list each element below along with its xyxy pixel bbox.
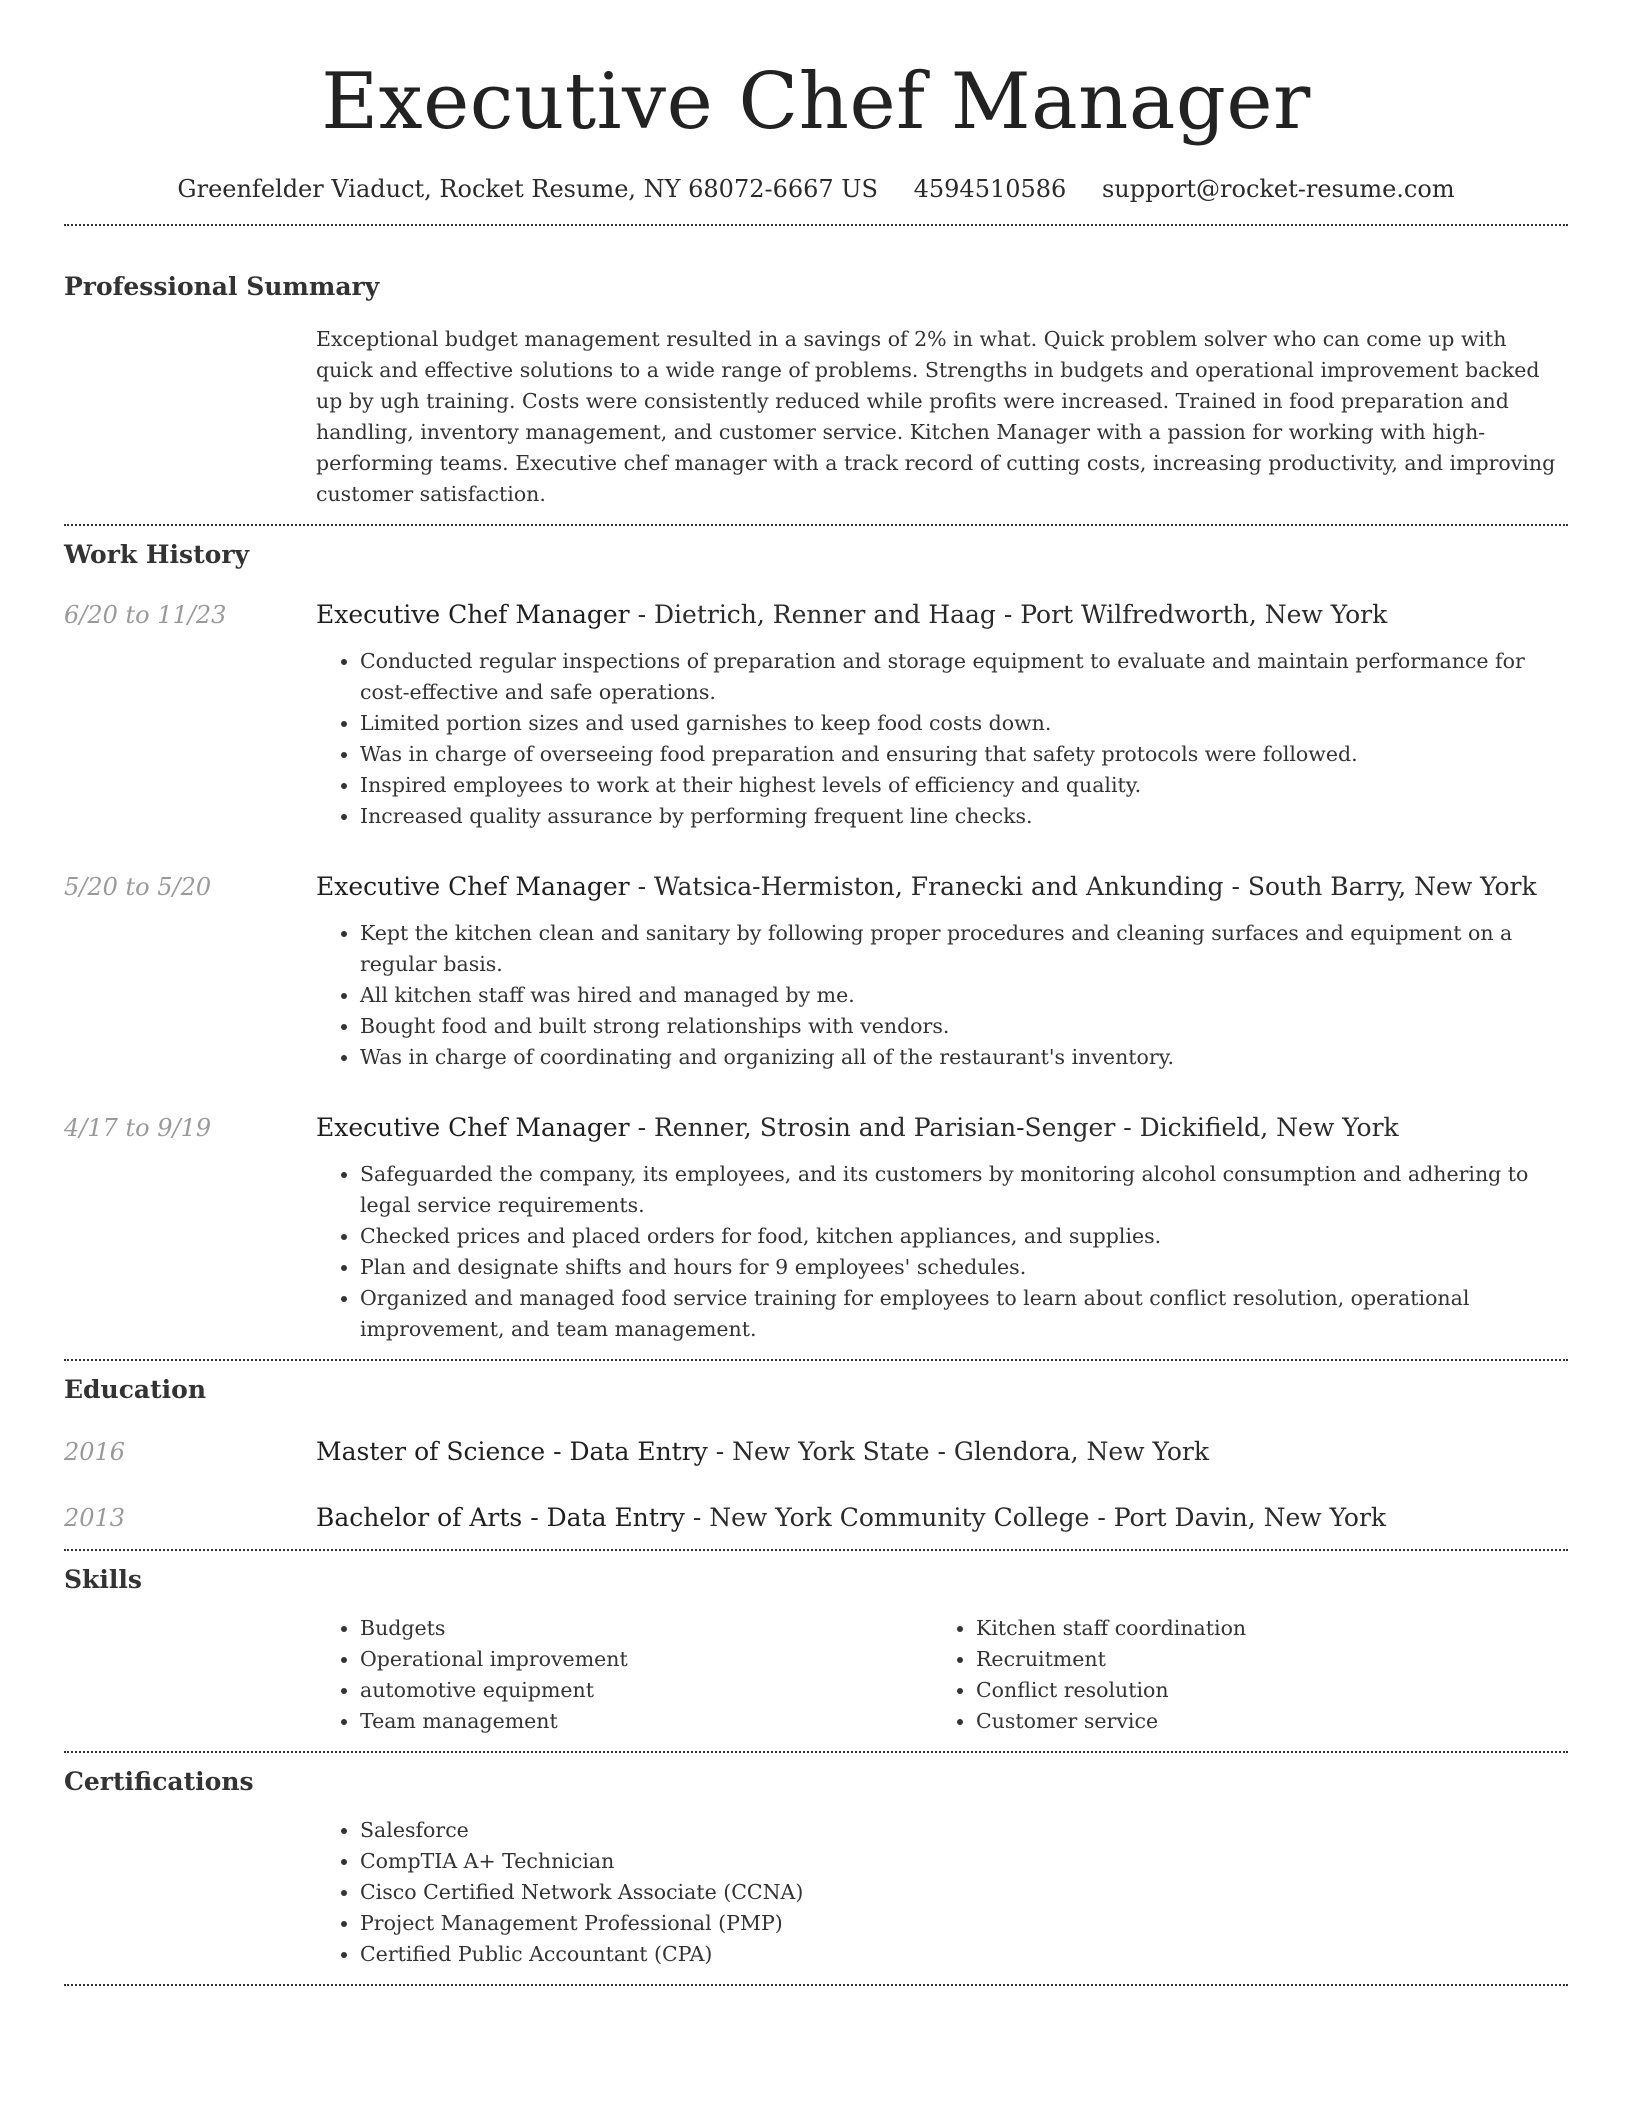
list-item: • Safeguarded the company, its employees, and its customers by monitoring alcohol consumption and adhering to legal service requirements. <box>360 1159 1568 1221</box>
education-details: - New York Community College - Port Davin, New York <box>684 1503 1387 1532</box>
resume-page <box>64 0 1568 1986</box>
certifications-divider <box>64 1984 1568 1986</box>
skills-column-right <box>932 1613 1548 1737</box>
work-entry <box>64 870 1568 1073</box>
skills-divider <box>64 1751 1568 1753</box>
education-heading <box>316 1501 1568 1535</box>
list-item: • Cisco Certified Network Associate (CCNA) <box>360 1877 1568 1908</box>
education-entries <box>64 1435 1568 1535</box>
work-entry-body <box>316 1111 1568 1345</box>
list-item: • Bought food and built strong relationships with vendors. <box>360 1011 1568 1042</box>
list-item: • Conflict resolution <box>976 1675 1548 1706</box>
candidate-name: Executive Chef Manager <box>321 57 1311 147</box>
list-item: • Inspired employees to work at their highest levels of efficiency and quality. <box>360 770 1568 801</box>
work-history-section <box>64 538 1568 1345</box>
summary-text: Exceptional budget management resulted in a savings of 2% in what. Quick problem solver who can come up with quick and effective solutions to a wide range of problems. Strengths in budgets and operational improvement backed up by ugh training. Costs were consistently reduced while profits were increased. Trained in food preparation and handling, inventory management, and customer service. Kitchen Manager with a passion for working with high-performing teams. Executive chef manager with a track record of cutting costs, increasing productivity, and improving customer satisfaction. <box>316 327 1556 506</box>
skills-title: Skills <box>64 1565 142 1594</box>
work-entry-heading <box>316 870 1568 904</box>
education-degree: Bachelor of Arts - Data Entry <box>316 1503 685 1532</box>
list-item: • Team management <box>360 1706 932 1737</box>
header-divider <box>64 224 1568 226</box>
education-details: - New York State - Glendora, New York <box>707 1437 1210 1466</box>
skills-grid <box>316 1613 1568 1737</box>
contact-email: support@rocket-resume.com <box>1101 175 1455 203</box>
certifications-list-wrap <box>316 1815 1568 1970</box>
work-entry <box>64 1111 1568 1345</box>
list-item: • Salesforce <box>360 1815 1568 1846</box>
skills-list-right <box>932 1613 1548 1737</box>
work-entry-heading <box>316 598 1568 632</box>
education-entry-body <box>316 1501 1568 1535</box>
work-entry-dates: 5/20 to 5/20 <box>64 873 212 901</box>
work-entry-details: - Dietrich, Renner and Haag - Port Wilfredworth, New York <box>629 600 1388 629</box>
education-entry-body <box>316 1435 1568 1469</box>
work-entry-role: Executive Chef Manager <box>316 872 630 901</box>
list-item: • Increased quality assurance by performing frequent line checks. <box>360 801 1568 832</box>
summary-title: Professional Summary <box>64 272 380 301</box>
list-item: • Was in charge of overseeing food preparation and ensuring that safety protocols were followed. <box>360 739 1568 770</box>
list-item: • Customer service <box>976 1706 1548 1737</box>
work-entry-details: - Watsica-Hermiston, Franecki and Ankunding - South Barry, New York <box>629 872 1537 901</box>
contact-phone: 4594510586 <box>913 175 1067 203</box>
summary-divider <box>64 524 1568 526</box>
work-entry-bullets <box>316 918 1568 1073</box>
work-entry-role: Executive Chef Manager <box>316 1113 630 1142</box>
list-item: • Limited portion sizes and used garnishes to keep food costs down. <box>360 708 1568 739</box>
certifications-section <box>64 1765 1568 1970</box>
list-item: • automotive equipment <box>360 1675 932 1706</box>
contact-line <box>64 172 1568 206</box>
list-item: • Budgets <box>360 1613 932 1644</box>
work-entry-role: Executive Chef Manager <box>316 600 630 629</box>
list-item: • Plan and designate shifts and hours for 9 employees' schedules. <box>360 1252 1568 1283</box>
contact-address: Greenfelder Viaduct, Rocket Resume, NY 68072-6667 US <box>177 175 878 203</box>
work-entry-dates: 6/20 to 11/23 <box>64 601 227 629</box>
list-item: • Kept the kitchen clean and sanitary by following proper procedures and cleaning surfaces and equipment on a regular basis. <box>360 918 1568 980</box>
list-item: • Recruitment <box>976 1644 1548 1675</box>
list-item: • All kitchen staff was hired and managed by me. <box>360 980 1568 1011</box>
work-entry-details: - Renner, Strosin and Parisian-Senger - Dickifield, New York <box>629 1113 1399 1142</box>
resume-header <box>64 0 1568 206</box>
certifications-list <box>316 1815 1568 1970</box>
list-item: • Organized and managed food service training for employees to learn about conflict resolution, operational improvement, and team management. <box>360 1283 1568 1345</box>
list-item: • Kitchen staff coordination <box>976 1613 1548 1644</box>
work-entry-body <box>316 870 1568 1073</box>
list-item: • Operational improvement <box>360 1644 932 1675</box>
work-entry-heading <box>316 1111 1568 1145</box>
work-entries <box>64 598 1568 1345</box>
work-entry-body <box>316 598 1568 832</box>
skills-section <box>64 1563 1568 1737</box>
list-item: • Certified Public Accountant (CPA) <box>360 1939 1568 1970</box>
work-entry-dates: 4/17 to 9/19 <box>64 1114 212 1142</box>
education-divider <box>64 1549 1568 1551</box>
summary-section <box>64 270 1568 510</box>
education-section <box>64 1373 1568 1535</box>
education-entry <box>64 1435 1568 1469</box>
list-item: • Checked prices and placed orders for food, kitchen appliances, and supplies. <box>360 1221 1568 1252</box>
work-entry <box>64 598 1568 832</box>
list-item: • Was in charge of coordinating and organizing all of the restaurant's inventory. <box>360 1042 1568 1073</box>
education-year: 2013 <box>64 1504 126 1532</box>
education-degree: Master of Science - Data Entry <box>316 1437 708 1466</box>
skills-list-left <box>316 1613 932 1737</box>
list-item: • CompTIA A+ Technician <box>360 1846 1568 1877</box>
work-entry-bullets <box>316 1159 1568 1345</box>
work-history-divider <box>64 1359 1568 1361</box>
education-year: 2016 <box>64 1438 126 1466</box>
work-history-title: Work History <box>64 540 250 569</box>
education-title: Education <box>64 1375 207 1404</box>
work-entry-bullets <box>316 646 1568 832</box>
education-heading <box>316 1435 1568 1469</box>
list-item: • Conducted regular inspections of preparation and storage equipment to evaluate and maintain performance for cost-effective and safe operations. <box>360 646 1568 708</box>
certifications-title: Certifications <box>64 1767 254 1796</box>
skills-column-left <box>316 1613 932 1737</box>
list-item: • Project Management Professional (PMP) <box>360 1908 1568 1939</box>
education-entry <box>64 1501 1568 1535</box>
